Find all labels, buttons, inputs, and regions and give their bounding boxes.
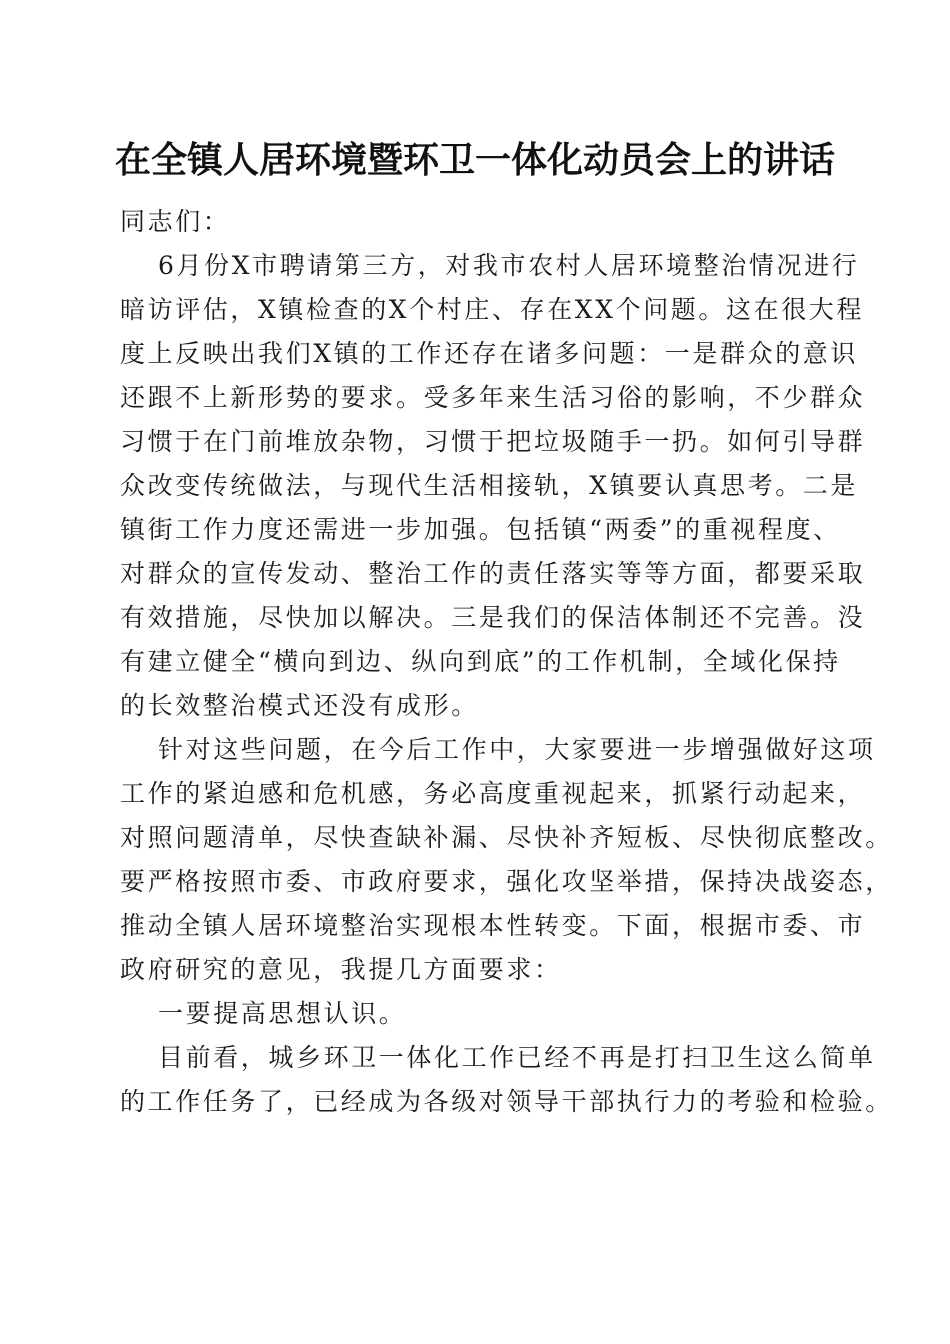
section-heading-1: 一要提高思想认识。 (158, 999, 407, 1028)
paragraph-1-line-5: 习惯于在门前堆放杂物，习惯于把垃圾随手一扔。如何引导群 (120, 427, 866, 456)
paragraph-1-line-7: 镇街工作力度还需进一步加强。包括镇“两委”的重视程度、 (120, 515, 841, 544)
paragraph-2-line-3: 对照问题清单，尽快查缺补漏、尽快补齐短板、尽快彻底整改。 (120, 823, 893, 852)
paragraph-1-line-10: 有建立健全“横向到边、纵向到底”的工作机制，全域化保持 (120, 647, 841, 676)
paragraph-1-line-3: 度上反映出我们X镇的工作还存在诸多问题：一是群众的意识 (120, 339, 858, 368)
paragraph-1-line-6: 众改变传统做法，与现代生活相接轨，X镇要认真思考。二是 (120, 471, 858, 500)
paragraph-2-line-1: 针对这些问题，在今后工作中，大家要进一步增强做好这项 (158, 735, 876, 764)
salutation: 同志们： (120, 207, 231, 236)
paragraph-1-line-9: 有效措施，尽快加以解决。三是我们的保洁体制还不完善。没 (120, 603, 866, 632)
paragraph-2-line-6: 政府研究的意见，我提几方面要求： (120, 955, 562, 984)
paragraph-1-line-11: 的长效整治模式还没有成形。 (120, 691, 479, 720)
paragraph-1-line-2: 暗访评估，X镇检查的X个村庄、存在XX个问题。这在很大程 (120, 295, 864, 324)
paragraph-3-line-2: 的工作任务了，已经成为各级对领导干部执行力的考验和检验。 (120, 1087, 893, 1116)
paragraph-1-line-1: 6月份X市聘请第三方，对我市农村人居环境整治情况进行 (158, 251, 860, 280)
paragraph-1-line-4: 还跟不上新形势的要求。受多年来生活习俗的影响，不少群众 (120, 383, 866, 412)
paragraph-1-line-8: 对群众的宣传发动、整治工作的责任落实等等方面，都要采取 (120, 559, 866, 588)
document-title: 在全镇人居环境暨环卫一体化动员会上的讲话 (114, 139, 835, 181)
document-body (120, 200, 893, 1124)
paragraph-3-line-1: 目前看，城乡环卫一体化工作已经不再是打扫卫生这么简单 (158, 1043, 876, 1072)
paragraph-2-line-2: 工作的紧迫感和危机感，务必高度重视起来，抓紧行动起来， (120, 779, 866, 808)
paragraph-2-line-5: 推动全镇人居环境整治实现根本性转变。下面，根据市委、市 (120, 911, 866, 940)
paragraph-2-line-4: 要严格按照市委、市政府要求，强化攻坚举措，保持决战姿态， (120, 867, 893, 896)
